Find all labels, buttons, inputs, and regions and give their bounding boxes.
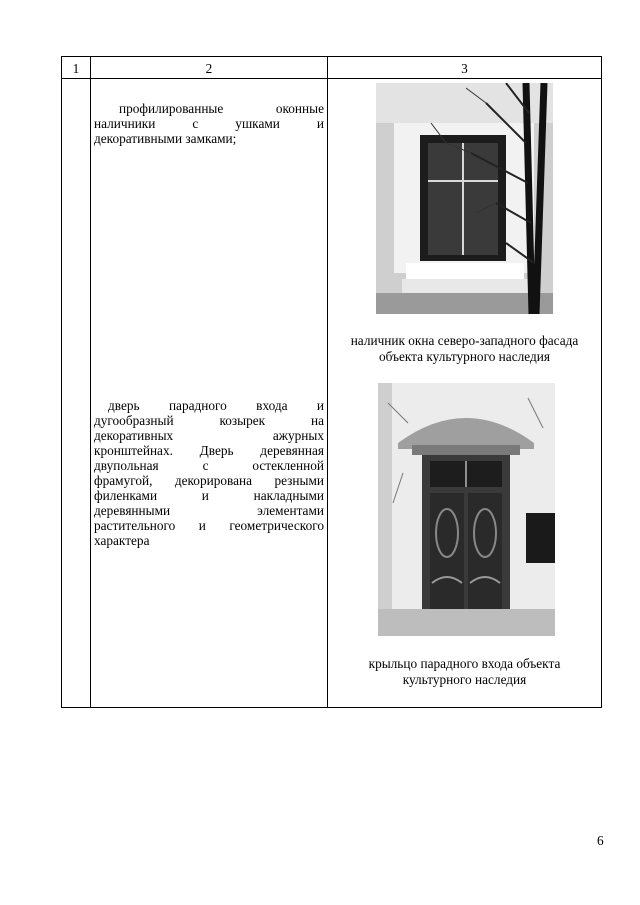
description-line: декоративными замками; [94,131,237,146]
window-frame-description [94,101,324,146]
table-border-top [61,56,602,57]
column-header-2: 2 [205,61,213,76]
description-line: декоративных ажурных [94,428,324,443]
description-line: кронштейнах. Дверь деревянная [94,443,324,458]
description-line: филенками и накладными [94,488,324,503]
description-line: наличники с ушками и [94,116,324,131]
caption-line: объекта культурного наследия [379,349,550,364]
description-line: фрамугой, декорирована резными [94,473,324,488]
caption-line: крыльцо парадного входа объекта [368,656,561,671]
table-column-divider-1 [90,56,91,708]
entrance-porch-illustration [378,383,555,636]
description-line: профилированные оконные [119,101,324,116]
caption-line: наличник окна северо-западного фасада [350,333,579,348]
description-line: деревянными элементами [94,503,324,518]
description-line: характера [94,533,150,548]
table-border-right [601,56,602,708]
table-border-bottom [61,707,602,708]
page-number: 6 [597,833,604,848]
table-header-divider [61,78,602,79]
description-line: растительного и геометрического [94,518,324,533]
column-header-3: 3 [461,61,468,76]
entrance-door-description [94,398,324,548]
window-frame-photo [376,83,553,314]
caption-line: культурного наследия [402,672,527,687]
description-line: дверь парадного входа и [108,398,324,413]
table-border-left [61,56,62,708]
column-header-1: 1 [72,61,80,76]
window-frame-caption [328,333,601,365]
entrance-porch-caption [328,656,601,688]
window-frame-illustration [376,83,553,314]
description-line: дугообразный козырек на [94,413,324,428]
entrance-porch-photo [378,383,555,636]
table-column-divider-2 [327,56,328,708]
description-line: двупольная с остекленной [94,458,324,473]
